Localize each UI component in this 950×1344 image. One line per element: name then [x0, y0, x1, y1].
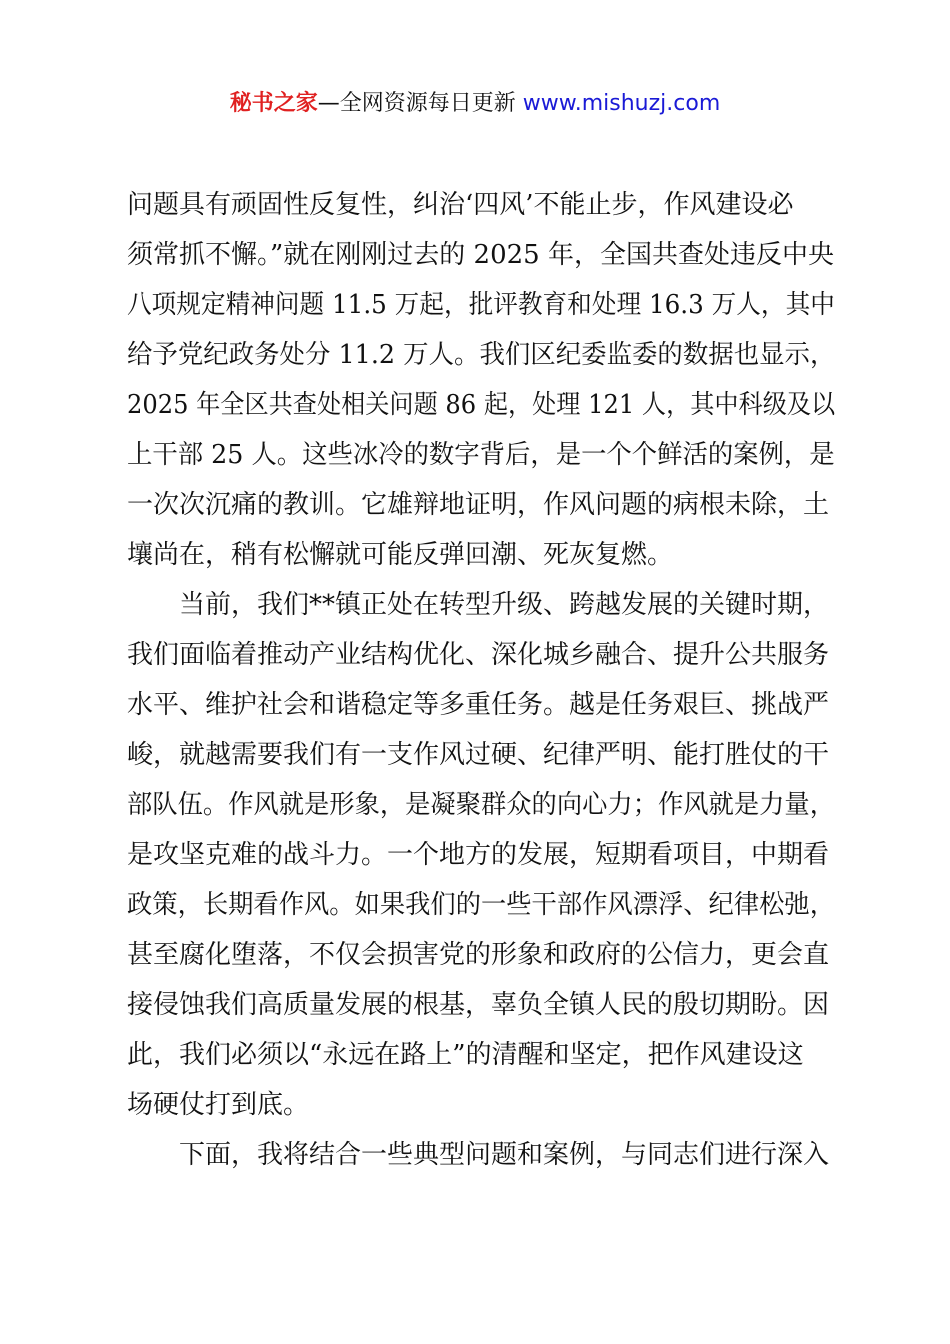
paragraph-3 — [127, 1130, 835, 1180]
text-line: 壤尚在，稍有松懈就可能反弹回潮、死灰复燃。 — [127, 540, 674, 570]
text-line: 接侵蚀我们高质量发展的根基，辜负全镇人民的殷切期盼。因 — [127, 990, 830, 1020]
page-header — [0, 88, 950, 120]
text-line: 一次次沉痛的教训。它雄辩地证明，作风问题的病根未除，土 — [127, 490, 830, 520]
text-line: 政策，长期看作风。如果我们的一些干部作风漂浮、纪律松弛， — [127, 890, 835, 920]
brand-name: 秘书之家 — [229, 91, 318, 116]
text-line: 此，我们必须以“永远在路上”的清醒和坚定，把作风建设这 — [127, 1040, 804, 1070]
header-slogan: —全网资源每日更新 — [317, 91, 516, 116]
text-line: 下面，我将结合一些典型问题和案例，与同志们进行深入 — [179, 1140, 830, 1170]
text-line: 当前，我们**镇正处在转型升级、跨越发展的关键时期， — [179, 590, 830, 620]
document-body — [127, 180, 835, 1180]
text-line: 给予党纪政务处分 11.2 万人。我们区纪委监委的数据也显示， — [127, 340, 836, 370]
paragraph-1 — [127, 180, 835, 580]
text-line: 甚至腐化堕落，不仅会损害党的形象和政府的公信力，更会直 — [127, 940, 830, 970]
paragraph-2 — [127, 580, 835, 1130]
text-line: 2025 年全区共查处相关问题 86 起，处理 121 人，其中科级及以 — [127, 390, 836, 420]
text-line: 水平、维护社会和谐稳定等多重任务。越是任务艰巨、挑战严 — [127, 690, 830, 720]
text-line: 我们面临着推动产业结构优化、深化城乡融合、提升公共服务 — [127, 640, 830, 670]
text-line: 问题具有顽固性反复性，纠治‘四风’不能止步，作风建设必 — [127, 190, 794, 220]
text-line: 须常抓不懈。”就在刚刚过去的 2025 年，全国共查处违反中央 — [127, 240, 834, 270]
text-line: 八项规定精神问题 11.5 万起，批评教育和处理 16.3 万人，其中 — [127, 290, 835, 320]
text-line: 上干部 25 人。这些冰冷的数字背后，是一个个鲜活的案例，是 — [127, 440, 835, 470]
text-line: 场硬仗打到底。 — [127, 1090, 310, 1120]
text-line: 峻，就越需要我们有一支作风过硬、纪律严明、能打胜仗的干 — [127, 740, 830, 770]
text-line: 部队伍。作风就是形象，是凝聚群众的向心力；作风就是力量， — [127, 790, 835, 820]
text-line: 是攻坚克难的战斗力。一个地方的发展，短期看项目，中期看 — [127, 840, 830, 870]
site-url-link[interactable]: www.mishuzj.com — [522, 91, 721, 116]
